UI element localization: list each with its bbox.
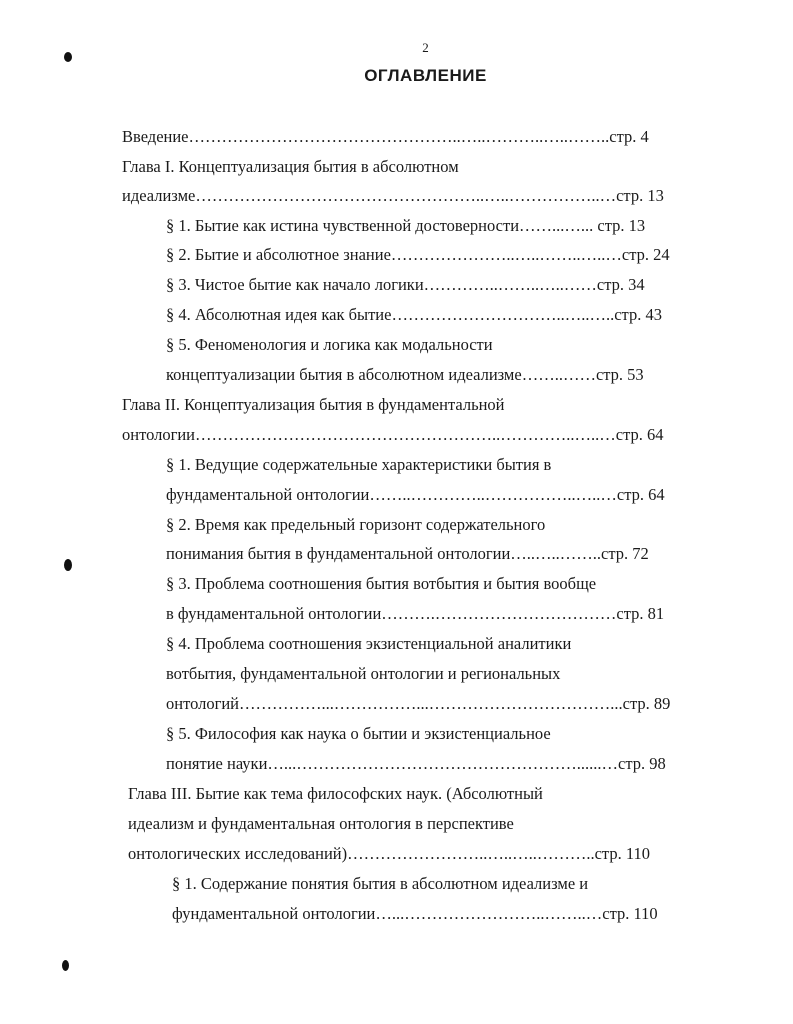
toc-entry: Введение…………………………………………..…..………..…..……..стр. 4	[122, 127, 649, 146]
binder-hole-mark	[64, 52, 72, 62]
toc-entry: в фундаментальной онтологии……….……………………………стр. 81	[166, 604, 665, 623]
toc-entry: идеализме……………………………………………..…..……………..…стр. 13	[122, 186, 664, 205]
toc-entry: Глава II. Концептуализация бытия в фундаментальной	[122, 395, 505, 414]
toc-entry: Глава III. Бытие как тема философских наук. (Абсолютный	[128, 784, 543, 803]
toc-entry: онтологии………………………………………………..…………..…..…стр. 64	[122, 425, 664, 444]
toc-entry: онтологических исследований)……………………..…..…..………..стр. 110	[128, 844, 650, 863]
toc-entry: § 4. Проблема соотношения экзистенциальной аналитики	[166, 634, 572, 653]
toc-entry: § 4. Абсолютная идея как бытие…………………………..…..…..стр. 43	[166, 305, 662, 324]
toc-entry: § 1. Содержание понятия бытия в абсолютном идеализме и	[172, 874, 589, 893]
toc-entry: онтологий……………...……………...……………………………...стр. 89	[166, 694, 671, 713]
toc-entry: § 2. Время как предельный горизонт содержательного	[166, 515, 546, 534]
toc-entry: § 3. Проблема соотношения бытия вотбытия и бытия вообще	[166, 574, 597, 593]
toc-entry: идеализм и фундаментальная онтология в перспективе	[128, 814, 514, 833]
toc-entry: § 1. Бытие как истина чувственной достоверности……...…... стр. 13	[166, 216, 646, 235]
toc-entry: вотбытия, фундаментальной онтологии и региональных	[166, 664, 561, 683]
binder-hole-mark	[62, 960, 69, 971]
page-number: 2	[422, 40, 429, 55]
toc-entry: § 5. Философия как наука о бытии и экзистенциальное	[166, 724, 551, 743]
toc-entry: фундаментальной онтологии…...……………………..……..…стр. 110	[172, 904, 658, 923]
page-title: ОГЛАВЛЕНИЕ	[364, 66, 487, 85]
toc-entry: § 1. Ведущие содержательные характеристики бытия в	[166, 455, 552, 474]
toc-entry: фундаментальной онтологии……..…………..……………..…..…стр. 64	[166, 485, 665, 504]
toc-entry: понимания бытия в фундаментальной онтологии…..…..……..стр. 72	[166, 544, 649, 563]
toc-entry: § 5. Феноменология и логика как модальности	[166, 335, 493, 354]
toc-entry: понятие науки…...……………………………………………......…стр. 98	[166, 754, 666, 773]
binder-hole-mark	[64, 559, 72, 571]
toc-entry: § 3. Чистое бытие как начало логики…………..……..…..……стр. 34	[166, 275, 645, 294]
toc-entry: § 2. Бытие и абсолютное знание…………………..…..……..…..…стр. 24	[166, 245, 670, 264]
toc-entry: концептуализации бытия в абсолютном идеализме……..……стр. 53	[166, 365, 644, 384]
toc-entry: Глава I. Концептуализация бытия в абсолютном	[122, 157, 459, 176]
